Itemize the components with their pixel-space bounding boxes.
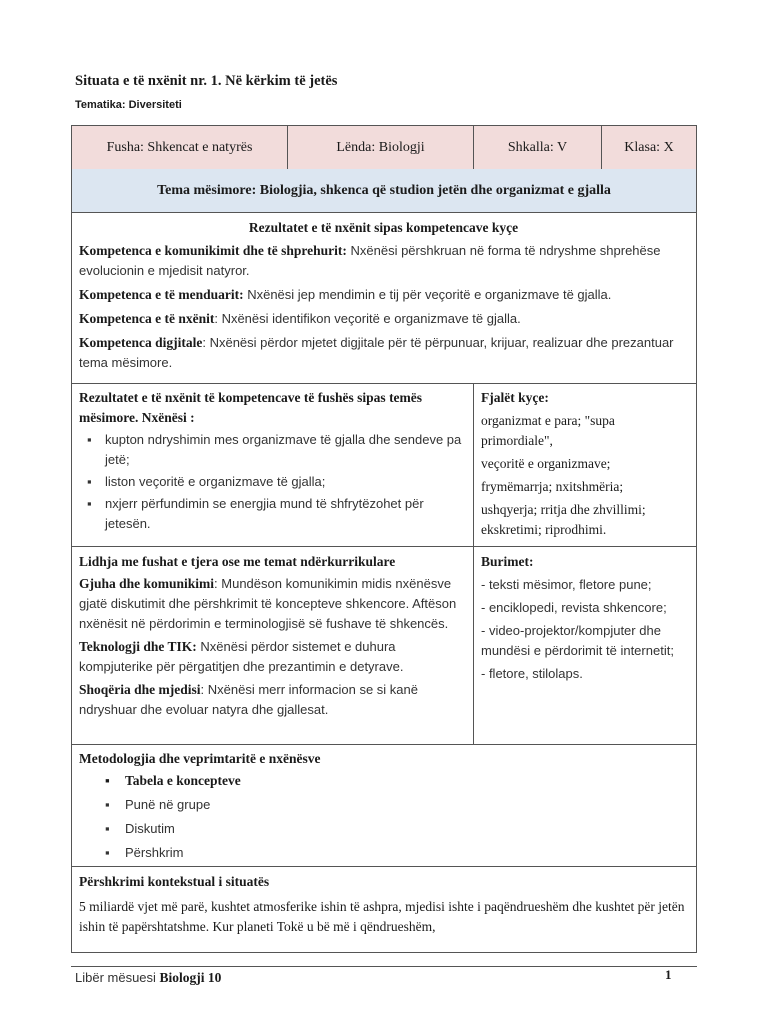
resource-line: - enciklopedi, revista shkencore; <box>481 600 667 615</box>
bullet-icon: ▪ <box>105 773 110 788</box>
page-number: 1 <box>665 967 672 982</box>
resource-line: - fletore, stilolaps. <box>481 666 583 681</box>
competence-item: Kompetenca e komunikimit dhe të shprehurit: Nxënësi përshkruan në forma të ndryshme shprehëse evolucionin e mjedisit natyror. <box>79 243 661 278</box>
class-cell: Klasa: X <box>602 126 696 169</box>
outcome-bullet: ▪ liston veçoritë e organizmave të gjalla; <box>79 472 465 492</box>
methodology-section <box>72 745 696 867</box>
keyword-line: organizmat e para; "supa primordiale", <box>481 413 615 448</box>
methodology-item: ▪ Tabela e koncepteve <box>79 771 688 791</box>
keyword-line: veçoritë e organizmave; <box>481 456 611 471</box>
resources-cell <box>474 547 696 744</box>
footer-divider <box>71 966 697 967</box>
bullet-icon: ▪ <box>105 821 110 836</box>
bullet-icon: ▪ <box>105 797 110 812</box>
cross-curricular-heading: Lidhja me fushat e tjera ose me temat ndërkurrikulare <box>79 554 396 569</box>
context-section <box>72 867 696 952</box>
methodology-heading: Metodologjia dhe veprimtaritë e nxënësve <box>79 751 321 766</box>
methodology-item: ▪ Diskutim <box>79 819 688 839</box>
field-cell: Fusha: Shkencat e natyrës <box>72 126 288 169</box>
keywords-cell <box>474 384 696 546</box>
competence-item: Kompetenca e të menduarit: Nxënësi jep mendimin e tij për veçoritë e organizmave të gjalla. <box>79 287 612 302</box>
outcome-bullet: ▪ kupton ndryshimin mes organizmave të gjalla dhe sendeve pa jetë; <box>79 430 465 470</box>
field-outcomes-cell <box>72 384 474 546</box>
bullet-icon: ▪ <box>105 845 110 860</box>
topic-row: Tema mësimore: Biologjia, shkenca që studion jetën dhe organizmat e gjalla <box>72 169 696 213</box>
header-row <box>72 126 696 170</box>
cross-curricular-item: Teknologji dhe TIK: Nxënësi përdor sistemet e duhura kompjuterike për përgatitjen dhe prezantimin e detyrave. <box>79 639 404 674</box>
lesson-plan-table <box>71 125 697 953</box>
methodology-item: ▪ Punë në grupe <box>79 795 688 815</box>
field-outcomes-heading: Rezultatet e të nxënit të kompetencave të fushës sipas temës mësimore. Nxënësi : <box>79 390 423 425</box>
competence-item: Kompetenca e të nxënit: Nxënësi identifikon veçoritë e organizmave të gjalla. <box>79 311 521 326</box>
links-section <box>72 547 696 745</box>
resource-line: - video-projektor/kompjuter dhe mundësi e përdorimit të internetit; <box>481 623 674 658</box>
footer-book: Libër mësuesi Biologji 10 <box>75 970 222 985</box>
document-title: Situata e të nxënit nr. 1. Në kërkim të jetës <box>75 73 338 89</box>
keyword-line: ushqyerja; rritja dhe zhvillimi; ekskretimi; riprodhimi. <box>481 502 646 537</box>
methodology-item: ▪ Përshkrim <box>79 843 688 863</box>
outcome-bullet: ▪ nxjerr përfundimin se energjia mund të shfrytëzohet për jetesën. <box>79 494 465 534</box>
level-cell: Shkalla: V <box>474 126 602 169</box>
subject-cell: Lënda: Biologji <box>288 126 474 169</box>
keywords-heading: Fjalët kyçe: <box>481 390 549 405</box>
key-competences-section <box>72 212 696 384</box>
cross-curricular-item: Gjuha dhe komunikimi: Mundëson komunikimin midis nxënësve gjatë diskutimit dhe përshkrimit të koncepteve shkencore. Aftëson nxënësit në përdorimin e terminologjisë së fushave të shkencës. <box>79 576 457 631</box>
resources-heading: Burimet: <box>481 554 534 569</box>
context-text: 5 miliardë vjet më parë, kushtet atmosferike ishin të ashpra, mjedisi ishte i paqëndrueshëm dhe kushtet për jetën ishin të papërshtatshme. Kur planeti Tokë u bë më i qëndrueshëm, <box>79 899 685 934</box>
outcomes-section <box>72 384 696 547</box>
document-subtitle: Tematika: Diversiteti <box>75 99 182 111</box>
competence-item: Kompetenca digjitale: Nxënësi përdor mjetet digjitale për të përpunuar, krijuar, realizuar dhe prezantuar tema mësimore. <box>79 335 674 370</box>
cross-curricular-item: Shoqëria dhe mjedisi: Nxënësi merr informacion se si kanë ndryshuar dhe evoluar natyra dhe gjallesat. <box>79 682 418 717</box>
keyword-line: frymëmarrja; nxitshmëria; <box>481 479 624 494</box>
resource-line: - teksti mësimor, fletore pune; <box>481 577 652 592</box>
cross-curricular-cell <box>72 547 474 744</box>
context-heading: Përshkrimi kontekstual i situatës <box>79 874 270 889</box>
key-competences-heading: Rezultatet e të nxënit sipas kompetencave kyçe <box>248 220 519 235</box>
